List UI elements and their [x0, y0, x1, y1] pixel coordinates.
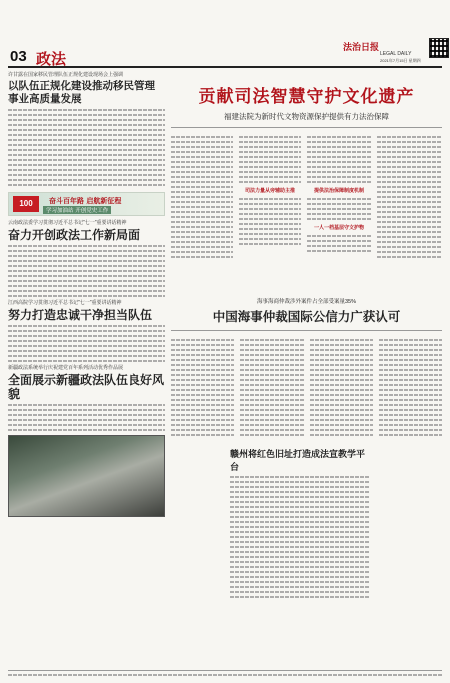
story-kicker: 许甘露在国家移民管理队伍正规化建设现场会上强调	[8, 72, 124, 78]
issue-date: 2021年7月15日 星期四	[380, 58, 421, 63]
story-headline: 以队伍正规化建设推动移民管理事业高质量发展	[8, 80, 155, 105]
story-jiangxi	[8, 300, 165, 362]
story-xinjiang	[8, 365, 165, 431]
story-kicker: 海事海商仲裁涉外案件占全部受案量35%	[256, 299, 356, 305]
subsection-heading: 司法力量从旁辅助主推	[244, 188, 295, 194]
news-photo	[8, 435, 165, 517]
main-body	[171, 133, 442, 308]
story-headline: 赣州将红色旧址打造成法宣教学平台	[230, 450, 366, 473]
centenary-logo: 100	[13, 196, 39, 212]
story-immigration	[8, 72, 165, 186]
story-kicker: 云南政法委学习贯彻习近平总书记"七一"重要讲话精神	[8, 220, 127, 226]
left-column	[8, 72, 165, 602]
story-headline: 全面展示新疆政法队伍良好风貌	[8, 373, 165, 401]
story-kicker: 江西高院学习贯彻习近平总书记"七一"重要讲话精神	[8, 300, 122, 306]
story-headline: 中国海事仲裁国际公信力广获认可	[212, 309, 401, 324]
subsection-heading: 提供法治保障制度机制	[313, 188, 364, 194]
subsection-heading: 一人一档基层守文护物	[313, 225, 364, 231]
page-number: 03	[10, 48, 27, 65]
page-header	[8, 43, 442, 68]
main-subhead: 福建法院为新时代文物资源保护提供有力法治保障	[224, 112, 389, 121]
centenary-banner	[8, 192, 165, 216]
masthead: 法治日报	[343, 43, 380, 53]
banner-title: 奋斗百年路 启航新征程	[49, 196, 122, 205]
main-headline: 贡献司法智慧守护文化遗产	[198, 87, 415, 107]
section-title: 政法	[36, 51, 67, 68]
story-kicker: 新疆政法系统举行庆祝建党百年系列活动优秀作品展	[8, 365, 124, 371]
story-headline: 努力打造忠诚干净担当队伍	[8, 308, 153, 322]
qr-code-icon	[429, 38, 449, 58]
story-yunnan	[8, 220, 165, 297]
maritime-story	[171, 297, 442, 439]
banner-subtitle: 学习加油站 开创党史工作	[43, 206, 111, 214]
masthead-english: LEGAL DAILY	[380, 51, 412, 57]
page-footer	[8, 670, 442, 677]
ganzhou-story	[230, 447, 370, 601]
story-headline: 奋力开创政法工作新局面	[8, 228, 141, 242]
main-story	[171, 72, 442, 308]
